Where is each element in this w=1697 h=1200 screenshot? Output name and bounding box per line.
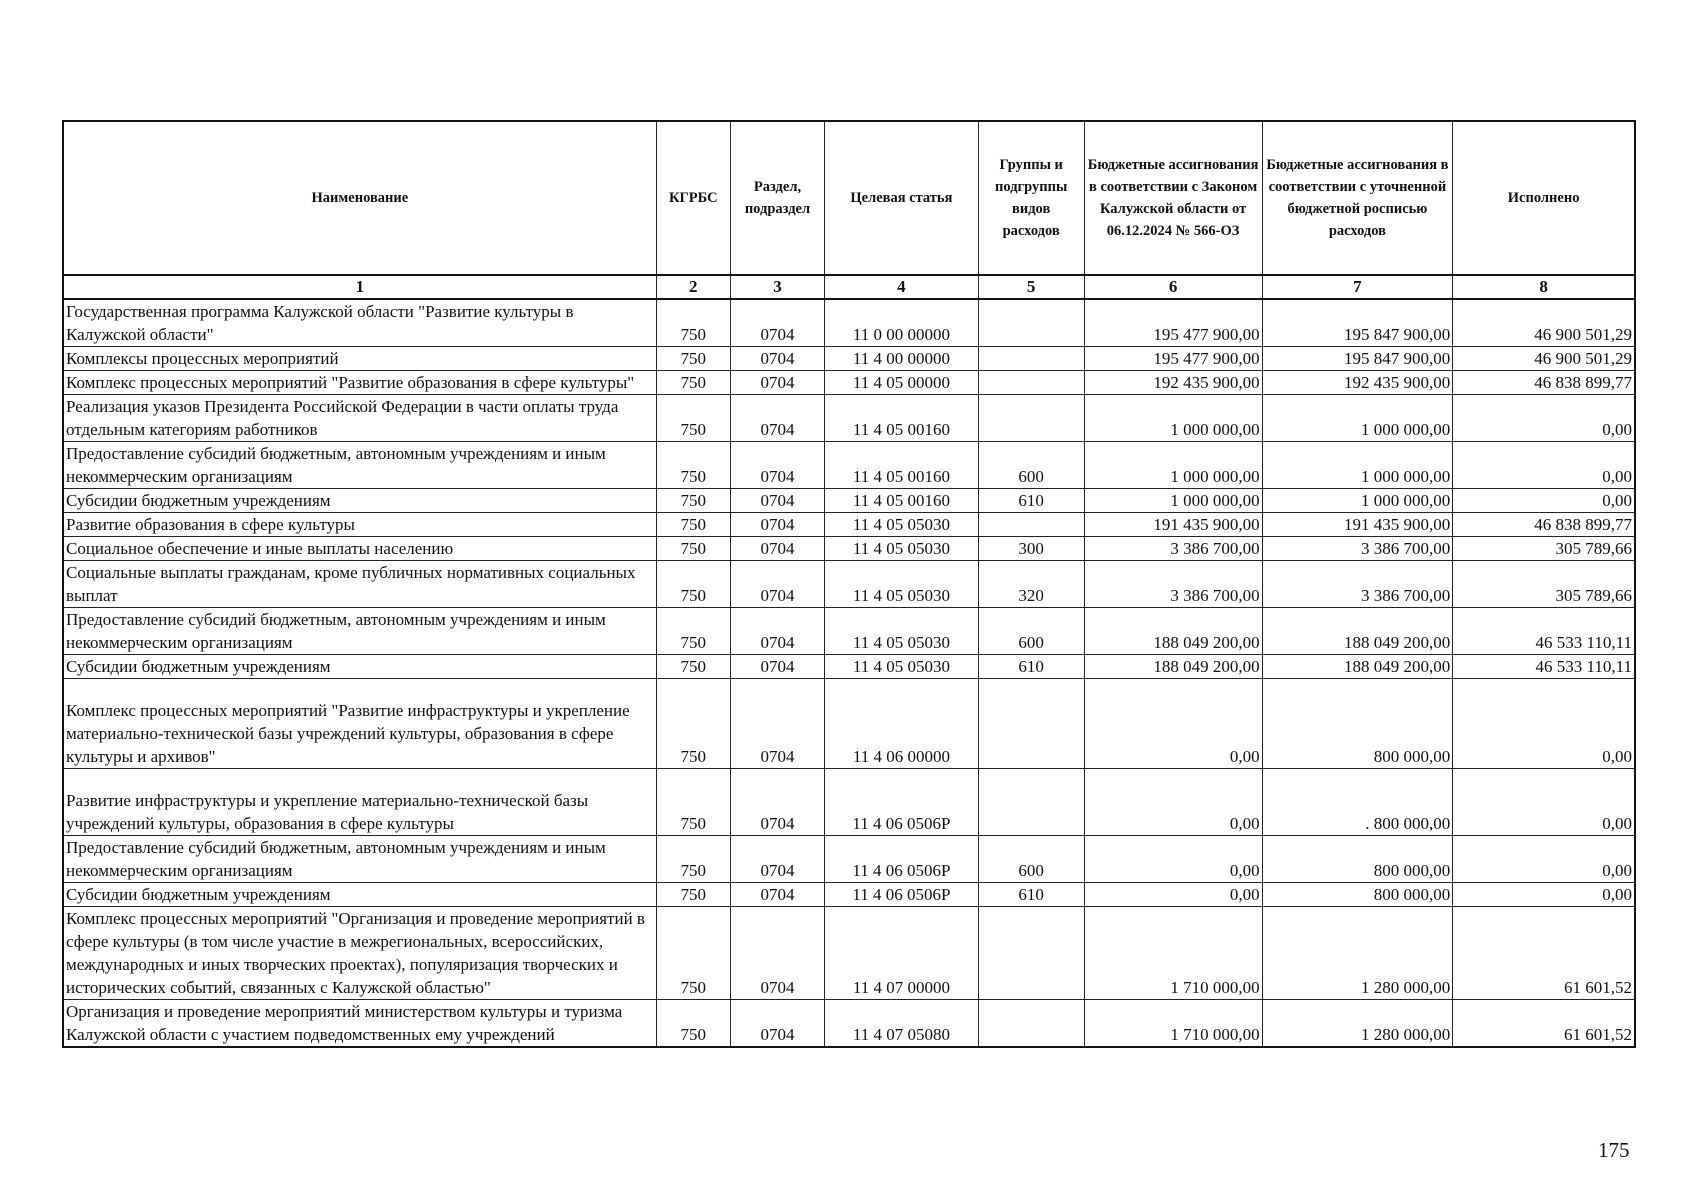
row-section: 0704 [730, 442, 824, 489]
row-kgrbs: 750 [656, 836, 730, 883]
row-refined-allocation: 1 280 000,00 [1262, 907, 1453, 1000]
row-executed: 0,00 [1453, 679, 1635, 769]
row-name: Развитие образования в сфере культуры [63, 513, 656, 537]
row-name: Реализация указов Президента Российской Федерации в части оплаты труда отдельным категориям работников [63, 395, 656, 442]
row-law-allocation: 0,00 [1084, 679, 1262, 769]
row-target-article: 11 4 07 05080 [825, 1000, 979, 1048]
row-kgrbs: 750 [656, 561, 730, 608]
page-number: 175 [1598, 1138, 1630, 1162]
table-row [63, 299, 1635, 347]
column-number: 8 [1453, 275, 1635, 299]
row-kgrbs: 750 [656, 513, 730, 537]
row-expense-group: 300 [978, 537, 1084, 561]
row-refined-allocation: 3 386 700,00 [1262, 561, 1453, 608]
row-law-allocation: 188 049 200,00 [1084, 655, 1262, 679]
row-refined-allocation: 1 000 000,00 [1262, 442, 1453, 489]
row-refined-allocation: 191 435 900,00 [1262, 513, 1453, 537]
row-expense-group [978, 513, 1084, 537]
column-number: 5 [978, 275, 1084, 299]
row-kgrbs: 750 [656, 537, 730, 561]
row-law-allocation: 3 386 700,00 [1084, 537, 1262, 561]
table-row [63, 513, 1635, 537]
row-executed: 0,00 [1453, 489, 1635, 513]
row-name: Субсидии бюджетным учреждениям [63, 489, 656, 513]
row-name: Развитие инфраструктуры и укрепление материально-технической базы учреждений культуры, образования в сфере культуры [63, 769, 656, 836]
row-target-article: 11 4 05 05030 [825, 537, 979, 561]
row-executed: 61 601,52 [1453, 907, 1635, 1000]
row-executed: 0,00 [1453, 395, 1635, 442]
row-kgrbs: 750 [656, 299, 730, 347]
table-row [63, 907, 1635, 1000]
row-refined-allocation: 800 000,00 [1262, 836, 1453, 883]
column-number: 2 [656, 275, 730, 299]
row-kgrbs: 750 [656, 489, 730, 513]
row-refined-allocation: 192 435 900,00 [1262, 371, 1453, 395]
row-law-allocation: 0,00 [1084, 883, 1262, 907]
row-name: Предоставление субсидий бюджетным, автономным учреждениям и иным некоммерческим организациям [63, 836, 656, 883]
row-expense-group [978, 347, 1084, 371]
table-row [63, 371, 1635, 395]
row-law-allocation: 195 477 900,00 [1084, 347, 1262, 371]
row-expense-group [978, 395, 1084, 442]
row-section: 0704 [730, 679, 824, 769]
row-law-allocation: 191 435 900,00 [1084, 513, 1262, 537]
row-section: 0704 [730, 561, 824, 608]
row-section: 0704 [730, 769, 824, 836]
row-name: Комплекс процессных мероприятий "Организация и проведение мероприятий в сфере культуры (в том числе участие в межрегиональных, всероссийских, международных и иных творческих проектах), популяризация творческих и исторических событий, связанных с Калужской областью" [63, 907, 656, 1000]
row-executed: 0,00 [1453, 769, 1635, 836]
row-law-allocation: 3 386 700,00 [1084, 561, 1262, 608]
row-law-allocation: 0,00 [1084, 769, 1262, 836]
row-target-article: 11 0 00 00000 [825, 299, 979, 347]
row-target-article: 11 4 05 00160 [825, 489, 979, 513]
table-row [63, 1000, 1635, 1048]
row-expense-group [978, 907, 1084, 1000]
row-expense-group [978, 371, 1084, 395]
row-name: Комплекс процессных мероприятий "Развитие инфраструктуры и укрепление материально-технической базы учреждений культуры, образования в сфере культуры и архивов" [63, 679, 656, 769]
row-section: 0704 [730, 655, 824, 679]
row-expense-group [978, 769, 1084, 836]
row-law-allocation: 1 000 000,00 [1084, 395, 1262, 442]
row-target-article: 11 4 05 00160 [825, 442, 979, 489]
row-name: Комплексы процессных мероприятий [63, 347, 656, 371]
row-expense-group [978, 1000, 1084, 1048]
row-target-article: 11 4 06 00000 [825, 679, 979, 769]
row-executed: 305 789,66 [1453, 561, 1635, 608]
row-executed: 61 601,52 [1453, 1000, 1635, 1048]
header-row [63, 121, 1635, 275]
row-section: 0704 [730, 836, 824, 883]
row-target-article: 11 4 05 05030 [825, 655, 979, 679]
row-section: 0704 [730, 513, 824, 537]
header-refined-allocation: Бюджетные ассигнования в соответствии с уточненной бюджетной росписью расходов [1262, 121, 1453, 275]
column-number: 4 [825, 275, 979, 299]
row-name: Организация и проведение мероприятий министерством культуры и туризма Калужской области с участием подведомственных ему учреждений [63, 1000, 656, 1048]
row-target-article: 11 4 06 0506Р [825, 883, 979, 907]
row-section: 0704 [730, 537, 824, 561]
row-target-article: 11 4 05 05030 [825, 608, 979, 655]
row-section: 0704 [730, 608, 824, 655]
column-number: 1 [63, 275, 656, 299]
table-row [63, 679, 1635, 769]
row-expense-group [978, 679, 1084, 769]
row-expense-group: 610 [978, 883, 1084, 907]
row-name: Социальное обеспечение и иные выплаты населению [63, 537, 656, 561]
row-executed: 46 838 899,77 [1453, 371, 1635, 395]
row-kgrbs: 750 [656, 395, 730, 442]
row-name: Государственная программа Калужской области "Развитие культуры в Калужской области" [63, 299, 656, 347]
row-kgrbs: 750 [656, 907, 730, 1000]
row-law-allocation: 192 435 900,00 [1084, 371, 1262, 395]
column-number: 6 [1084, 275, 1262, 299]
row-target-article: 11 4 05 05030 [825, 561, 979, 608]
table-row [63, 883, 1635, 907]
table-row [63, 442, 1635, 489]
row-refined-allocation: 1 000 000,00 [1262, 489, 1453, 513]
table-row [63, 489, 1635, 513]
row-expense-group: 610 [978, 489, 1084, 513]
row-name: Предоставление субсидий бюджетным, автономным учреждениям и иным некоммерческим организациям [63, 442, 656, 489]
row-kgrbs: 750 [656, 883, 730, 907]
row-name: Субсидии бюджетным учреждениям [63, 655, 656, 679]
row-section: 0704 [730, 907, 824, 1000]
row-kgrbs: 750 [656, 1000, 730, 1048]
row-kgrbs: 750 [656, 371, 730, 395]
row-name: Предоставление субсидий бюджетным, автономным учреждениям и иным некоммерческим организациям [63, 608, 656, 655]
row-refined-allocation: 800 000,00 [1262, 679, 1453, 769]
row-expense-group: 600 [978, 608, 1084, 655]
header-law-allocation: Бюджетные ассигнования в соответствии с Законом Калужской области от 06.12.2024 № 566-ОЗ [1084, 121, 1262, 275]
row-executed: 46 900 501,29 [1453, 347, 1635, 371]
table-row [63, 836, 1635, 883]
header-target: Целевая статья [825, 121, 979, 275]
row-name: Комплекс процессных мероприятий "Развитие образования в сфере культуры" [63, 371, 656, 395]
row-section: 0704 [730, 347, 824, 371]
table-row [63, 608, 1635, 655]
row-executed: 46 533 110,11 [1453, 655, 1635, 679]
row-executed: 0,00 [1453, 883, 1635, 907]
row-kgrbs: 750 [656, 442, 730, 489]
table-row [63, 395, 1635, 442]
row-kgrbs: 750 [656, 769, 730, 836]
row-section: 0704 [730, 299, 824, 347]
row-expense-group [978, 299, 1084, 347]
column-number-row [63, 275, 1635, 299]
row-target-article: 11 4 07 00000 [825, 907, 979, 1000]
column-number: 7 [1262, 275, 1453, 299]
table-body [63, 299, 1635, 1047]
budget-table [62, 120, 1636, 1048]
row-refined-allocation: 3 386 700,00 [1262, 537, 1453, 561]
row-kgrbs: 750 [656, 655, 730, 679]
row-section: 0704 [730, 489, 824, 513]
row-expense-group: 600 [978, 442, 1084, 489]
row-target-article: 11 4 05 00160 [825, 395, 979, 442]
row-executed: 46 838 899,77 [1453, 513, 1635, 537]
row-target-article: 11 4 06 0506Р [825, 836, 979, 883]
row-law-allocation: 1 710 000,00 [1084, 1000, 1262, 1048]
table-row [63, 537, 1635, 561]
table-row [63, 347, 1635, 371]
row-executed: 0,00 [1453, 836, 1635, 883]
row-target-article: 11 4 06 0506Р [825, 769, 979, 836]
table-row [63, 769, 1635, 836]
row-refined-allocation: 188 049 200,00 [1262, 655, 1453, 679]
row-expense-group: 600 [978, 836, 1084, 883]
row-name: Субсидии бюджетным учреждениям [63, 883, 656, 907]
row-kgrbs: 750 [656, 347, 730, 371]
row-expense-group: 610 [978, 655, 1084, 679]
row-refined-allocation: . 800 000,00 [1262, 769, 1453, 836]
row-refined-allocation: 195 847 900,00 [1262, 347, 1453, 371]
row-kgrbs: 750 [656, 679, 730, 769]
row-law-allocation: 1 710 000,00 [1084, 907, 1262, 1000]
header-kgrbs: КГРБС [656, 121, 730, 275]
row-target-article: 11 4 05 00000 [825, 371, 979, 395]
row-executed: 0,00 [1453, 442, 1635, 489]
table-row [63, 655, 1635, 679]
row-section: 0704 [730, 1000, 824, 1048]
column-number: 3 [730, 275, 824, 299]
row-refined-allocation: 188 049 200,00 [1262, 608, 1453, 655]
row-target-article: 11 4 00 00000 [825, 347, 979, 371]
row-law-allocation: 1 000 000,00 [1084, 442, 1262, 489]
row-law-allocation: 0,00 [1084, 836, 1262, 883]
row-refined-allocation: 800 000,00 [1262, 883, 1453, 907]
row-refined-allocation: 1 000 000,00 [1262, 395, 1453, 442]
row-target-article: 11 4 05 05030 [825, 513, 979, 537]
row-refined-allocation: 1 280 000,00 [1262, 1000, 1453, 1048]
row-executed: 46 533 110,11 [1453, 608, 1635, 655]
header-name: Наименование [63, 121, 656, 275]
row-section: 0704 [730, 883, 824, 907]
table-row [63, 561, 1635, 608]
row-section: 0704 [730, 395, 824, 442]
row-law-allocation: 195 477 900,00 [1084, 299, 1262, 347]
row-law-allocation: 1 000 000,00 [1084, 489, 1262, 513]
header-group: Группы и подгруппы видов расходов [978, 121, 1084, 275]
row-kgrbs: 750 [656, 608, 730, 655]
header-section: Раздел, подраздел [730, 121, 824, 275]
header-executed: Исполнено [1453, 121, 1635, 275]
row-name: Социальные выплаты гражданам, кроме публичных нормативных социальных выплат [63, 561, 656, 608]
row-law-allocation: 188 049 200,00 [1084, 608, 1262, 655]
row-executed: 305 789,66 [1453, 537, 1635, 561]
row-expense-group: 320 [978, 561, 1084, 608]
row-section: 0704 [730, 371, 824, 395]
row-executed: 46 900 501,29 [1453, 299, 1635, 347]
row-refined-allocation: 195 847 900,00 [1262, 299, 1453, 347]
